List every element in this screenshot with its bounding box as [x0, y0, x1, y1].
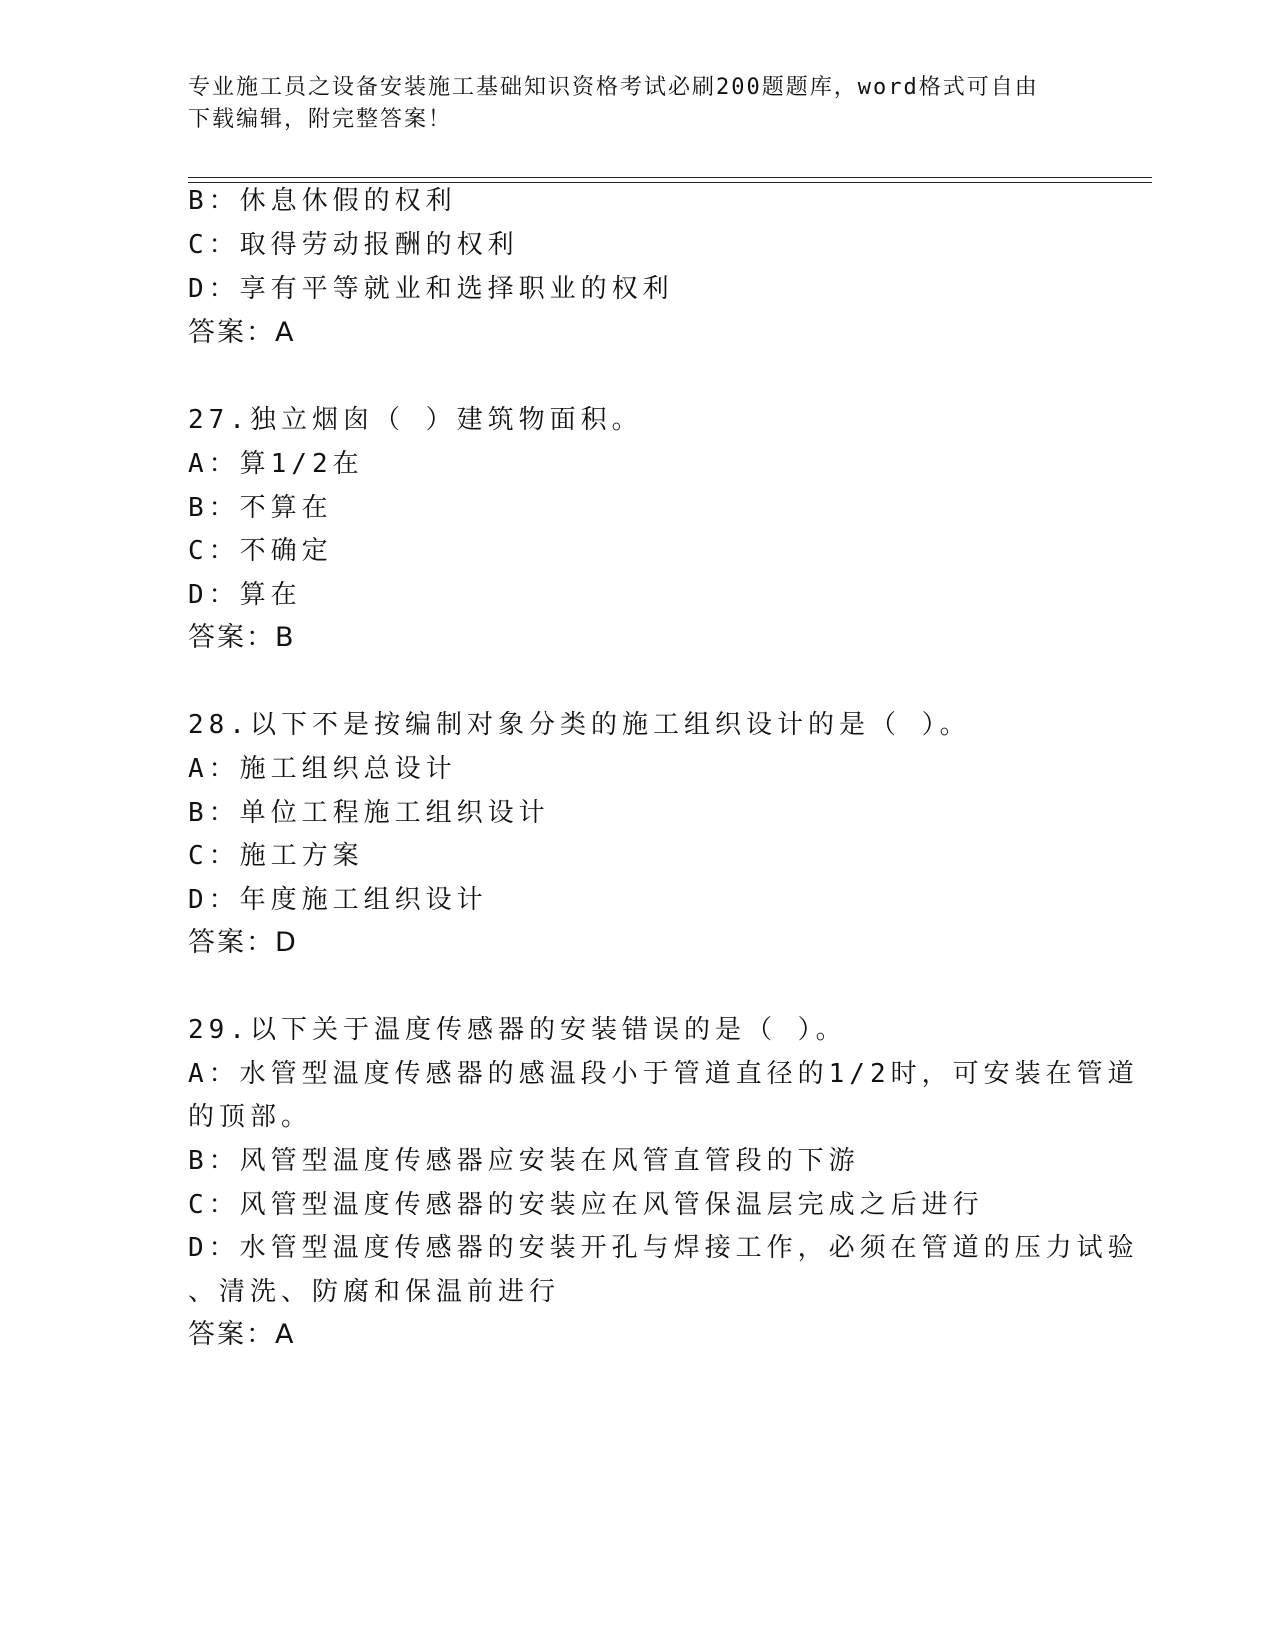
q26-option-b: B：休息休假的权利	[188, 186, 457, 216]
q26-option-d: D：享有平等就业和选择职业的权利	[188, 274, 674, 304]
q28-option-a: A：施工组织总设计	[188, 754, 457, 784]
q26-option-c: C：取得劳动报酬的权利	[188, 230, 519, 260]
header-divider-bottom	[188, 182, 1152, 183]
q29-stem: 29.以下关于温度传感器的安装错误的是（ ）。	[188, 1015, 847, 1045]
q27-option-b: B：不算在	[188, 493, 333, 523]
header-line-1: 专业施工员之设备安装施工基础知识资格考试必刷200题题库，word格式可自由	[188, 75, 1039, 100]
q27-stem: 27.独立烟囱（ ）建筑物面积。	[188, 405, 643, 435]
q27-option-d: D：算在	[188, 580, 302, 610]
q29-option-c: C：风管型温度传感器的安装应在风管保温层完成之后进行	[188, 1190, 984, 1220]
q28-option-d: D：年度施工组织设计	[188, 885, 488, 915]
q29-option-d-line-2: 、清洗、防腐和保温前进行	[188, 1277, 561, 1307]
q28-answer: 答案：D	[188, 927, 298, 958]
q28-stem: 28.以下不是按编制对象分类的施工组织设计的是（ ）。	[188, 710, 971, 740]
q29-option-a-line-1: A：水管型温度传感器的感温段小于管道直径的1/2时，可安装在管道	[188, 1059, 1139, 1089]
q29-option-a-line-2: 的顶部。	[188, 1102, 313, 1132]
q29-option-d-line-1: D：水管型温度传感器的安装开孔与焊接工作，必须在管道的压力试验	[188, 1233, 1139, 1263]
q27-option-a: A：算1/2在	[188, 449, 364, 479]
header-line-2: 下载编辑，附完整答案！	[188, 107, 453, 132]
document-header	[188, 72, 1068, 136]
q29-answer: 答案：A	[188, 1319, 296, 1350]
q27-answer: 答案：B	[188, 622, 296, 653]
q26-answer: 答案：A	[188, 317, 296, 348]
q28-option-c: C：施工方案	[188, 841, 364, 871]
q27-option-c: C：不确定	[188, 536, 333, 566]
header-divider-top	[188, 177, 1152, 178]
q28-option-b: B：单位工程施工组织设计	[188, 798, 550, 828]
q29-option-b: B：风管型温度传感器应安装在风管直管段的下游	[188, 1146, 860, 1176]
